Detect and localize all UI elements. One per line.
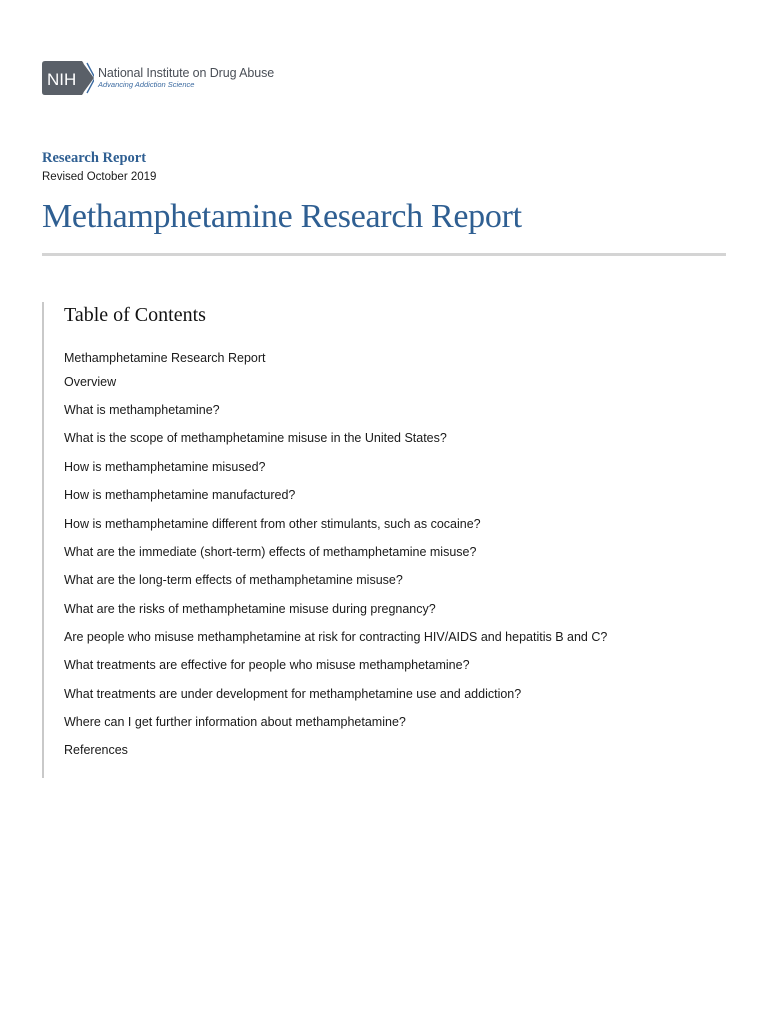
page-title: Methamphetamine Research Report	[42, 198, 522, 235]
org-name: National Institute on Drug Abuse	[98, 66, 275, 80]
toc-item-research-report[interactable]: Methamphetamine Research Report	[64, 351, 266, 365]
toc-item-scope[interactable]: What is the scope of methamphetamine misuse in the United States?	[64, 431, 447, 445]
org-tagline: Advancing Addiction Science	[98, 80, 195, 89]
toc-item-what-is[interactable]: What is methamphetamine?	[64, 403, 220, 417]
toc-item-overview[interactable]: Overview	[64, 375, 117, 389]
toc-item-treatments-development[interactable]: What treatments are under development for methamphetamine use and addiction?	[64, 687, 522, 701]
toc-item-references[interactable]: References	[64, 743, 128, 757]
logo-text	[98, 66, 274, 90]
table-of-contents	[42, 302, 734, 778]
revised-date: Revised October 2019	[42, 171, 157, 183]
nida-logo[interactable]	[42, 60, 274, 96]
toc-item-treatments-effective[interactable]: What treatments are effective for people who misuse methamphetamine?	[64, 658, 470, 672]
toc-item-how-misused[interactable]: How is methamphetamine misused?	[64, 460, 266, 474]
toc-item-hiv-hepatitis[interactable]: Are people who misuse methamphetamine at risk for contracting HIV/AIDS and hepatitis B and C?	[64, 630, 608, 644]
toc-item-pregnancy[interactable]: What are the risks of methamphetamine misuse during pregnancy?	[64, 602, 436, 616]
toc-item-manufactured[interactable]: How is methamphetamine manufactured?	[64, 488, 296, 502]
nih-badge-text: NIH	[47, 70, 77, 89]
title-divider	[42, 253, 726, 256]
toc-heading: Table of Contents	[64, 304, 206, 326]
nih-badge-icon	[42, 61, 94, 95]
toc-item-different-stimulants[interactable]: How is methamphetamine different from other stimulants, such as cocaine?	[64, 517, 481, 531]
toc-item-long-term-effects[interactable]: What are the long-term effects of methamphetamine misuse?	[64, 573, 403, 587]
toc-item-further-info[interactable]: Where can I get further information about methamphetamine?	[64, 715, 406, 729]
report-type-label: Research Report	[42, 150, 147, 166]
toc-item-short-term-effects[interactable]: What are the immediate (short-term) effects of methamphetamine misuse?	[64, 545, 477, 559]
